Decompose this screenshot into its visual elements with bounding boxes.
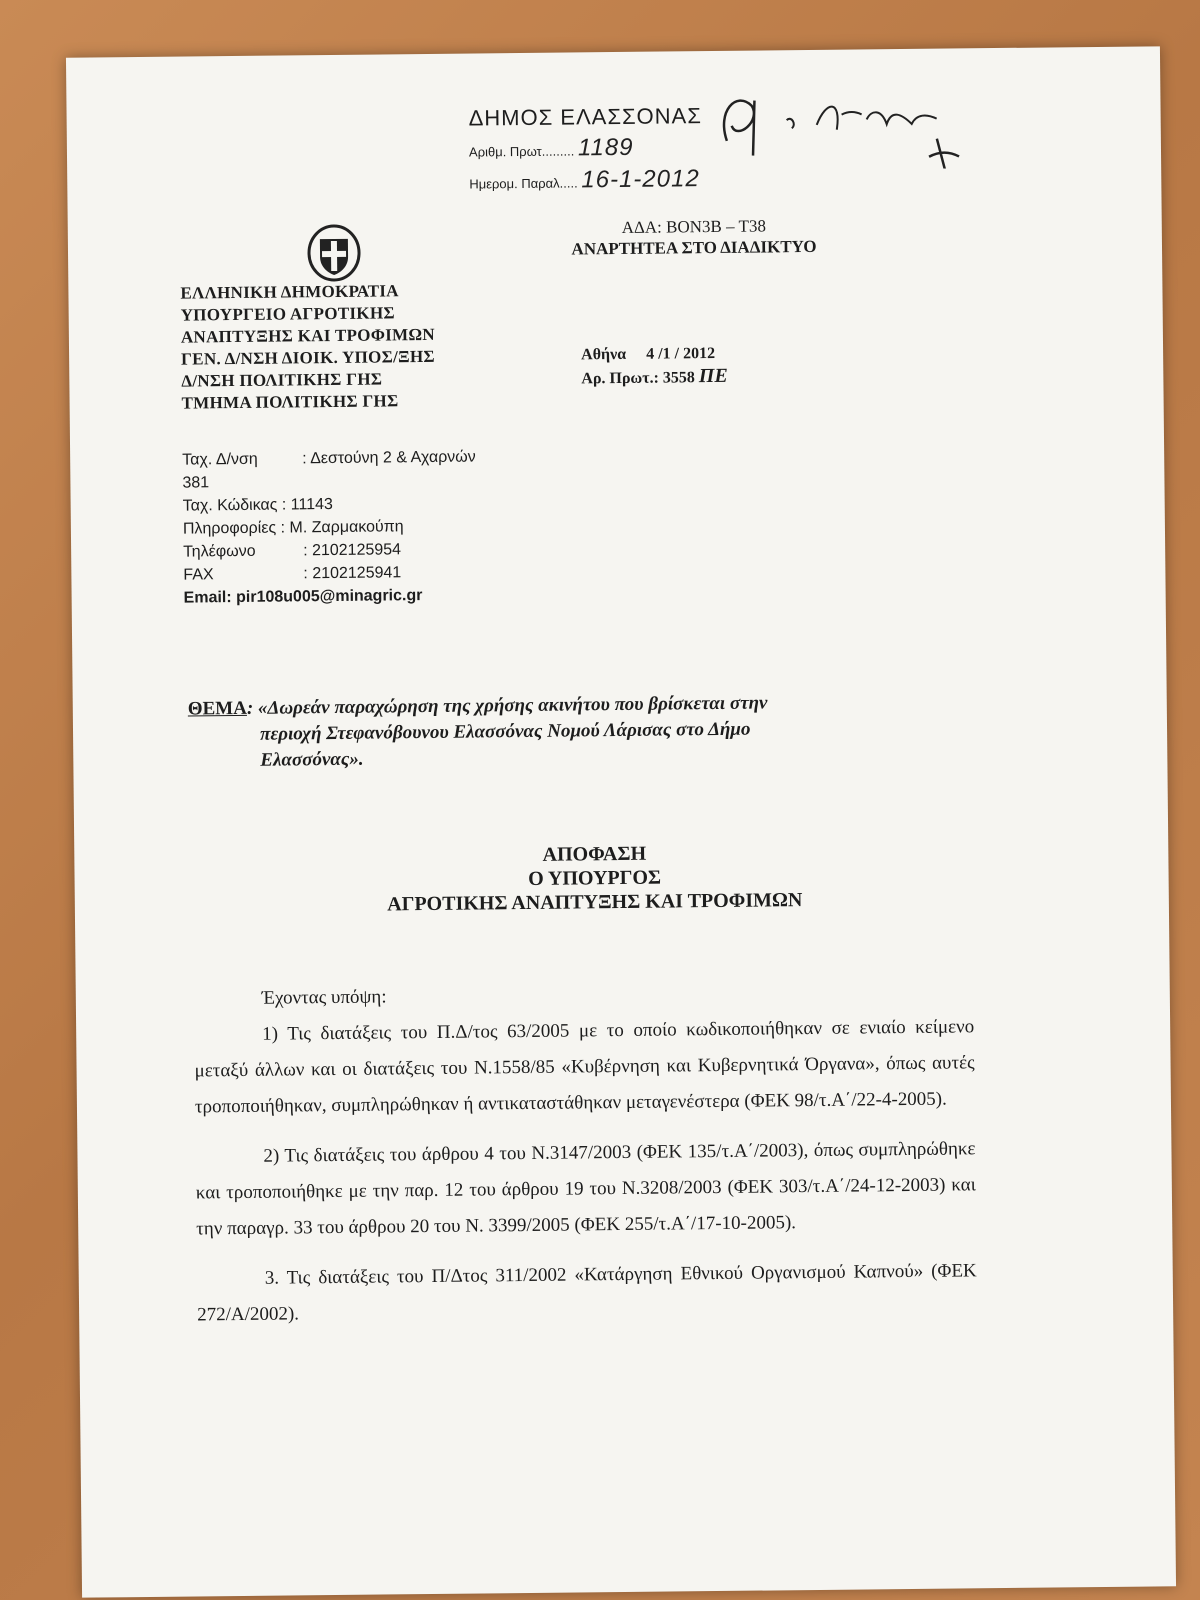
protocol-suffix: ΠΕ (698, 364, 728, 388)
email: Email: pir108u005@minagric.gr (183, 587, 423, 607)
header-line: ΤΜΗΜΑ ΠΟΛΙΤΙΚΗΣ ΓΗΣ (181, 391, 399, 413)
stamp-date-label: Ημερομ. Παραλ. (469, 175, 564, 192)
address-row (182, 446, 476, 472)
body-intro: Έχοντας υπόψη: (261, 986, 387, 1009)
date-place: Αθήνα (581, 345, 627, 364)
stamp-protocol-row (469, 133, 703, 163)
date-block (581, 343, 728, 391)
header-line: Δ/ΝΣΗ ΠΟΛΙΤΙΚΗΣ ΓΗΣ (181, 369, 383, 391)
stamp-municipality: ΔΗΜΟΣ ΕΛΑΣΣΟΝΑΣ (468, 103, 702, 131)
postcode: Ταχ. Κώδικας : 11143 (182, 496, 333, 515)
subject-line2: περιοχή Στεφανόβουνου Ελασσόνας Νομού Λάρισας στο Δήμο (259, 718, 751, 745)
ada-block (544, 215, 844, 260)
address-label: Ταχ. Δ/νση (182, 450, 258, 469)
stamp-protocol-value: 1189 (577, 133, 634, 162)
subject-line3: Ελασσόνας». (260, 748, 364, 771)
header-line: ΓΕΝ. Δ/ΝΣΗ ΔΙΟΙΚ. ΥΠΟΣ/ΞΗΣ (181, 346, 435, 369)
protocol-label: Αρ. Πρωτ.: 3558 (581, 369, 695, 388)
ada-notice: ΑΝΑΡΤΗΤΕΑ ΣΤΟ ΔΙΑΔΙΚΤΥΟ (571, 236, 817, 259)
phone-value: : 2102125954 (303, 541, 402, 560)
subject-block (188, 688, 969, 774)
stamp-date-row (469, 165, 703, 195)
phone-label: Τηλέφωνο (183, 542, 256, 561)
fax-label: FAX (183, 566, 214, 584)
header-line: ΥΠΟΥΡΓΕΙΟ ΑΓΡΟΤΙΚΗΣ (180, 303, 395, 325)
date-value: 4 /1 / 2012 (646, 344, 716, 363)
decision-minister: Ο ΥΠΟΥΡΓΟΣ (528, 866, 662, 890)
date-row (581, 343, 728, 367)
fax-value: : 2102125941 (303, 564, 402, 583)
body-paragraph-2: 2) Τις διατάξεις του άρθρου 4 του Ν.3147/2003 (ΦΕΚ 135/τ.Α΄/2003), όπως συμπληρώθηκε και τροποποιήθηκε με την παρ. 12 του άρθρου 19 του Ν.3208/2003 (ΦΕΚ 303/τ.Α΄/24-12-2003) και την παραγρ. 33 του άρθρου 20 του Ν. 3399/2005 (ΦΕΚ 255/τ.Α΄/17-10-2005). (195, 1138, 976, 1240)
stamp-date-dots: .... (563, 175, 578, 191)
header-line: ΑΝΑΠΤΥΞΗΣ ΚΑΙ ΤΡΟΦΙΜΩΝ (180, 324, 436, 347)
address-value: : Δεστούνη 2 & Αχαρνών (302, 448, 476, 468)
body-paragraph-1: 1) Τις διατάξεις του Π.Δ/τος 63/2005 με το οποίο κωδικοποιήθηκαν σε ενιαίο κείμενο μεταξύ άλλων και οι διατάξεις του Ν.1558/85 «Κυβέρνηση και Κυβερνητικά Όργανα», όπως αυτές τροποποιήθηκαν, συμπληρώθηκαν ή αντικαταστάθηκαν μεταγενέστερα (ΦΕΚ 98/τ.Α΄/22-4-2005). (194, 1016, 975, 1118)
receipt-stamp (468, 103, 702, 195)
subject-line1: «Δωρεάν παραχώρηση της χρήσης ακινήτου που βρίσκεται στην (253, 692, 768, 719)
phone-row (183, 537, 477, 563)
decision-heading (234, 839, 955, 919)
stamp-date-value: 16-1-2012 (581, 165, 700, 194)
body-paragraph-3: 3. Τις διατάξεις του Π/Δτος 311/2002 «Κατάργηση Εθνικού Οργανισμού Καπνού» (ΦΕΚ 272/Α/2002). (197, 1260, 977, 1326)
ministry-header (180, 280, 435, 415)
document-page (66, 46, 1176, 1597)
document-body (194, 973, 978, 1347)
header-line: ΕΛΛΗΝΙΚΗ ΔΗΜΟΚΡΑΤΙΑ (180, 281, 399, 303)
subject-label: ΘΕΜΑ (187, 697, 248, 720)
fax-row (183, 560, 477, 586)
stamp-protocol-label: Αριθμ. Πρωτ. (468, 143, 546, 160)
stamp-protocol-dots: ........ (545, 143, 575, 159)
subject-colon: : (246, 697, 254, 719)
decision-title: ΑΠΟΦΑΣΗ (542, 842, 647, 866)
protocol-row (581, 365, 728, 391)
handwritten-signature (706, 78, 1007, 171)
contact-block (182, 446, 477, 610)
decision-ministry: ΑΓΡΟΤΙΚΗΣ ΑΝΑΠΤΥΞΗΣ ΚΑΙ ΤΡΟΦΙΜΩΝ (387, 889, 803, 916)
greek-coat-of-arms-icon (306, 223, 363, 284)
address-cont: 381 (182, 474, 210, 492)
info: Πληροφορίες : Μ. Ζαρμακούπη (182, 518, 404, 538)
ada-code: ΑΔΑ: ΒΟΝ3Β – Τ38 (621, 216, 767, 237)
